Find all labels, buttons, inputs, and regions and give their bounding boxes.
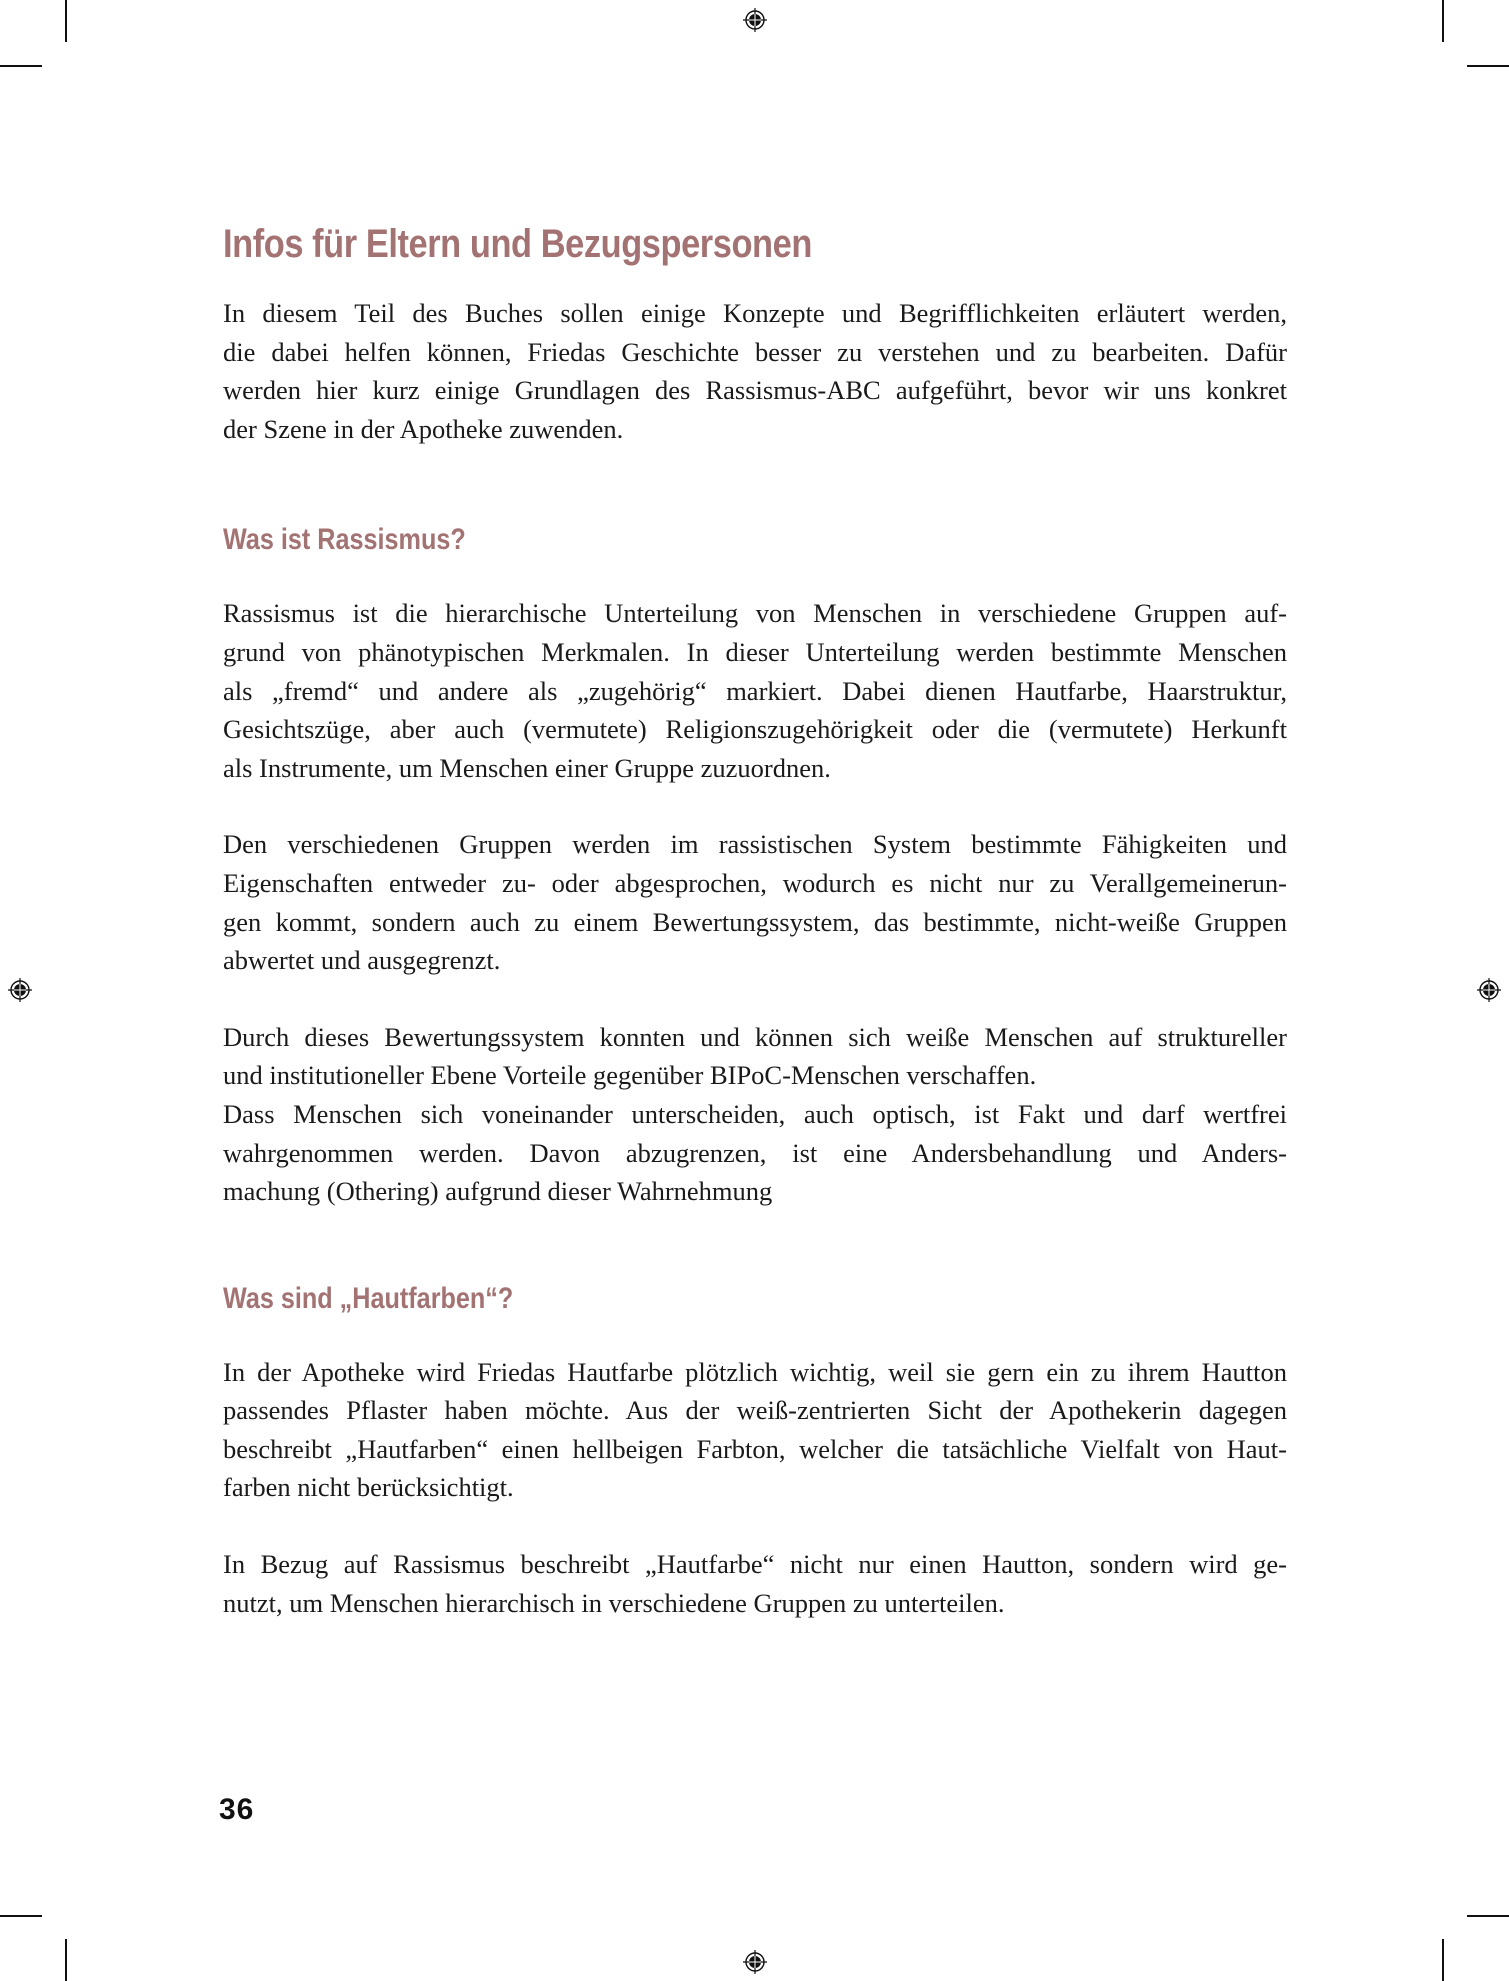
- text-line: farben nicht berücksichtigt.: [223, 1472, 514, 1503]
- crop-mark-bottom-left-horizontal: [0, 1915, 42, 1917]
- paragraph: [223, 825, 1287, 979]
- registration-mark-right-icon: [1476, 977, 1502, 1003]
- registration-mark-top-icon: [742, 7, 768, 33]
- registration-mark-left-icon: [7, 977, 33, 1003]
- text-line: Den verschiedenen Gruppen werden im rassistischen System bestimmte Fähigkeiten und: [223, 829, 1287, 860]
- text-line: Dass Menschen sich voneinander unterscheiden, auch optisch, ist Fakt und darf wertfrei: [223, 1098, 1287, 1129]
- section-heading-hautfarben: Was sind „Hautfarben“?: [223, 1281, 514, 1315]
- text-line: machung (Othering) aufgrund dieser Wahrnehmung: [223, 1176, 773, 1207]
- text-line: werden hier kurz einige Grundlagen des Rassismus-ABC aufgeführt, bevor wir uns konkret: [223, 375, 1287, 406]
- text-line: Eigenschaften entweder zu- oder abgesprochen, wodurch es nicht nur zu Verallgemeinerun-: [223, 867, 1287, 898]
- text-line: beschreibt „Hautfarben“ einen hellbeigen Farbton, welcher die tatsächliche Vielfalt von Haut-: [223, 1433, 1287, 1464]
- crop-mark-top-left-horizontal: [0, 65, 42, 67]
- paragraph: [223, 1353, 1287, 1507]
- text-line: Gesichtszüge, aber auch (vermutete) Religionszugehörigkeit oder die (vermutete) Herkunft: [223, 714, 1287, 745]
- section-heading-rassismus: Was ist Rassismus?: [223, 523, 466, 557]
- text-line: nutzt, um Menschen hierarchisch in verschiedene Gruppen zu unterteilen.: [223, 1587, 1005, 1618]
- page-number: 36: [219, 1793, 255, 1826]
- text-line: wahrgenommen werden. Davon abzugrenzen, ist eine Andersbehandlung und Anders-: [223, 1137, 1287, 1168]
- page-heading: Infos für Eltern und Bezugspersonen: [223, 222, 812, 266]
- text-line: abwertet und ausgegrenzt.: [223, 945, 501, 976]
- crop-mark-bottom-left-vertical: [65, 1939, 67, 1981]
- intro-paragraph: [223, 294, 1287, 448]
- text-line: gen kommt, sondern auch zu einem Bewertungssystem, das bestimmte, nicht-weiße Gruppen: [223, 906, 1287, 937]
- text-line: passendes Pflaster haben möchte. Aus der weiß-zentrierten Sicht der Apothekerin dagegen: [223, 1395, 1287, 1426]
- text-line: Rassismus ist die hierarchische Unterteilung von Menschen in verschiedene Gruppen auf-: [223, 598, 1287, 629]
- text-line: die dabei helfen können, Friedas Geschichte besser zu verstehen und zu bearbeiten. Dafür: [223, 336, 1287, 367]
- crop-mark-top-right-horizontal: [1467, 65, 1509, 67]
- text-line: als „fremd“ und andere als „zugehörig“ markiert. Dabei dienen Hautfarbe, Haarstruktur,: [223, 675, 1287, 706]
- text-line: In diesem Teil des Buches sollen einige Konzepte und Begrifflichkeiten erläutert werden,: [223, 298, 1287, 328]
- paragraph: [223, 1018, 1287, 1211]
- crop-mark-top-left-vertical: [65, 0, 67, 42]
- text-line: der Szene in der Apotheke zuwenden.: [223, 413, 624, 444]
- text-line: und institutioneller Ebene Vorteile gegenüber BIPoC-Menschen verschaffen.: [223, 1060, 1037, 1091]
- text-line: Durch dieses Bewertungssystem konnten und können sich weiße Menschen auf struktureller: [223, 1021, 1287, 1052]
- registration-mark-bottom-icon: [742, 1949, 768, 1975]
- paragraph: [223, 594, 1287, 787]
- crop-mark-top-right-vertical: [1442, 0, 1444, 42]
- text-block: [223, 218, 1287, 1622]
- text-line: In der Apotheke wird Friedas Hautfarbe plötzlich wichtig, weil sie gern ein zu ihrem Hautton: [223, 1356, 1287, 1387]
- text-line: grund von phänotypischen Merkmalen. In dieser Unterteilung werden bestimmte Menschen: [223, 636, 1287, 667]
- crop-mark-bottom-right-vertical: [1442, 1939, 1444, 1981]
- crop-mark-bottom-right-horizontal: [1467, 1915, 1509, 1917]
- paragraph: [223, 1545, 1287, 1622]
- text-line: als Instrumente, um Menschen einer Gruppe zuzuordnen.: [223, 752, 831, 783]
- text-line: In Bezug auf Rassismus beschreibt „Hautfarbe“ nicht nur einen Hautton, sondern wird ge-: [223, 1549, 1287, 1580]
